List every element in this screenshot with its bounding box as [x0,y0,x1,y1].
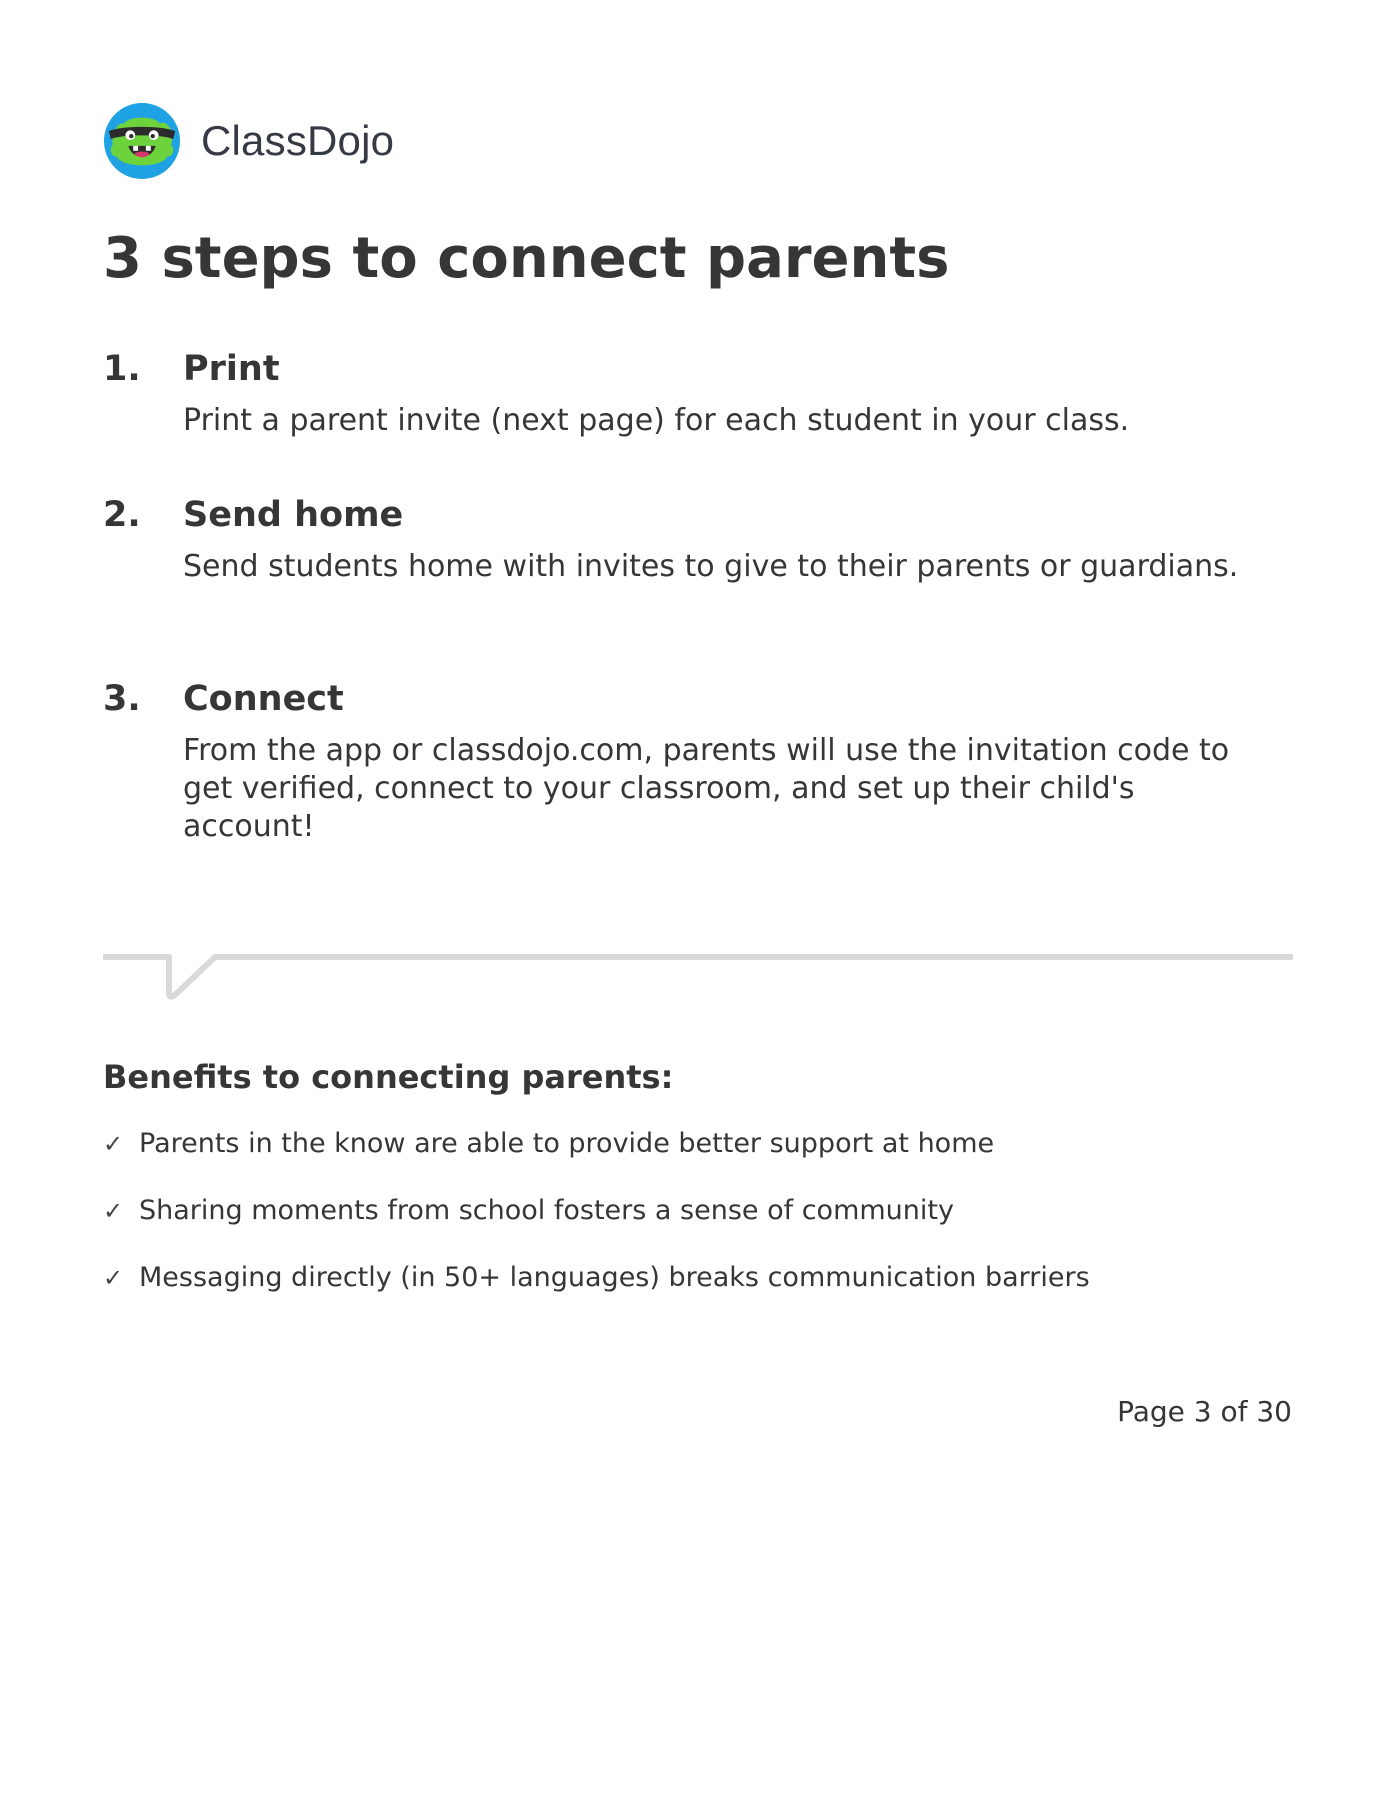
step-connect [103,678,1293,846]
page-title: 3 steps to connect parents [103,226,950,291]
classdojo-monster-icon [103,102,181,180]
benefit-text: Sharing moments from school fosters a sense of community [139,1195,954,1226]
benefits-heading: Benefits to connecting parents: [103,1058,674,1096]
step-send-home [103,494,1293,586]
step-number: 3. [103,679,141,719]
benefit-item [103,1262,1090,1293]
step-heading: Print [183,349,280,389]
checkmark-icon: ✓ [103,1197,124,1225]
step-description: Print a parent invite (next page) for each student in your class. [183,403,1130,438]
step-number: 2. [103,495,141,535]
checkmark-icon: ✓ [103,1264,124,1292]
step-number: 1. [103,349,141,389]
benefit-item [103,1195,954,1226]
speech-bubble-divider [103,945,1293,1005]
benefit-text: Messaging directly (in 50+ languages) breaks communication barriers [139,1262,1090,1293]
checkmark-icon: ✓ [103,1130,124,1158]
benefit-text: Parents in the know are able to provide better support at home [139,1128,995,1159]
step-heading: Send home [183,495,404,535]
brand-name: ClassDojo [201,117,395,164]
step-description: Send students home with invites to give to their parents or guardians. [183,549,1239,584]
step-print [103,348,1293,440]
classdojo-logo [103,102,394,180]
page-number: Page 3 of 30 [1117,1395,1292,1428]
step-description: From the app or classdojo.com, parents will use the invitation code to get verified, connect to your classroom, and set up their child's account! [183,733,1230,844]
step-heading: Connect [183,679,344,719]
benefit-item [103,1128,994,1159]
